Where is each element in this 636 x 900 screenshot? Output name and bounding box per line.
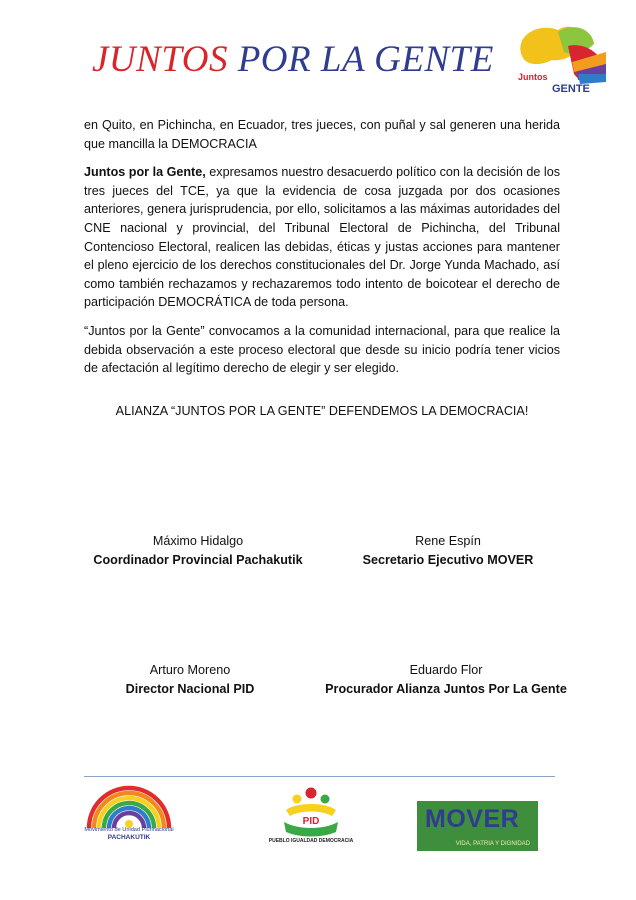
letter-body [84, 116, 560, 388]
pachakutik-caption [62, 827, 196, 841]
mover-logo-word: MOVER [425, 805, 520, 833]
mover-logo-tagline: VIDA, PATRIA Y DIGNIDAD [455, 841, 530, 847]
paragraph-2-rest: expresamos nuestro desacuerdo político con la decisión de los tres jueces del TCE, ya que la evidencia de cosa juzgada por dos ocasiones anteriores, genera jurisprudencia, por ello, solicitamos a las máximas autoridades del CNE nacional y provincial, del Tribunal Electoral de Pichincha, del Tribunal Contencioso Electoral, realicen las debidas, éticas y justas acciones para mantener el pleno ejercicio de los derechos constitucionales del Dr. Jorge Yunda Machado, así como también rechazamos y rechazaremos todo intento de boicotear el derecho de participación DEMOCRÁTICA de toda persona. [84, 165, 560, 310]
signature-block [68, 532, 328, 570]
signatory-name: Máximo Hidalgo [152, 534, 244, 548]
paragraph-3: “Juntos por la Gente” convocamos a la comunidad internacional, para que realice la debida observación a este proceso electoral que desde su inicio podría tener vicios de afectación al legítimo derecho de elegir y ser elegido. [84, 323, 560, 376]
signatory-name: Eduardo Flor [409, 663, 483, 677]
mover-logo [417, 801, 538, 851]
logo-text-juntos: Juntos [518, 72, 548, 82]
signatory-role: Secretario Ejecutivo MOVER [362, 553, 534, 567]
pid-logo-label: PID [302, 816, 320, 827]
signature-block [318, 532, 578, 570]
header-title-juntos: JUNTOS [92, 39, 228, 80]
signatory-role: Coordinador Provincial Pachakutik [93, 553, 303, 567]
signatory-name: Rene Espín [415, 534, 481, 548]
signature-block [316, 661, 576, 699]
pachakutik-caption-line2: PACHAKUTIK [107, 834, 151, 841]
signatory-role: Director Nacional PID [125, 682, 255, 696]
pid-logo [276, 786, 346, 838]
juntos-por-la-gente-logo [512, 22, 608, 104]
header-title-por-la-gente: POR LA GENTE [237, 39, 494, 80]
header-title [92, 38, 494, 81]
paragraph-1: en Quito, en Pichincha, en Ecuador, tres jueces, con puñal y sal generen una herida que mancilla la DEMOCRACIA [84, 118, 560, 151]
signatory-role: Procurador Alianza Juntos Por La Gente [325, 682, 567, 696]
paragraph-2-lead: Juntos por la Gente, [84, 165, 206, 180]
signature-block [60, 661, 320, 699]
closing-slogan: ALIANZA “JUNTOS POR LA GENTE” DEFENDEMOS LA DEMOCRACIA! [115, 404, 529, 418]
footer-divider [84, 776, 555, 777]
pid-caption: PUEBLO IGUALDAD DEMOCRACIA [268, 838, 354, 844]
logo-text-gente: GENTE [552, 83, 590, 95]
paragraph-2 [84, 163, 560, 312]
pachakutik-caption-line1: Movimiento de Unidad Plurinacional [84, 827, 174, 833]
signatory-name: Arturo Moreno [149, 663, 231, 677]
